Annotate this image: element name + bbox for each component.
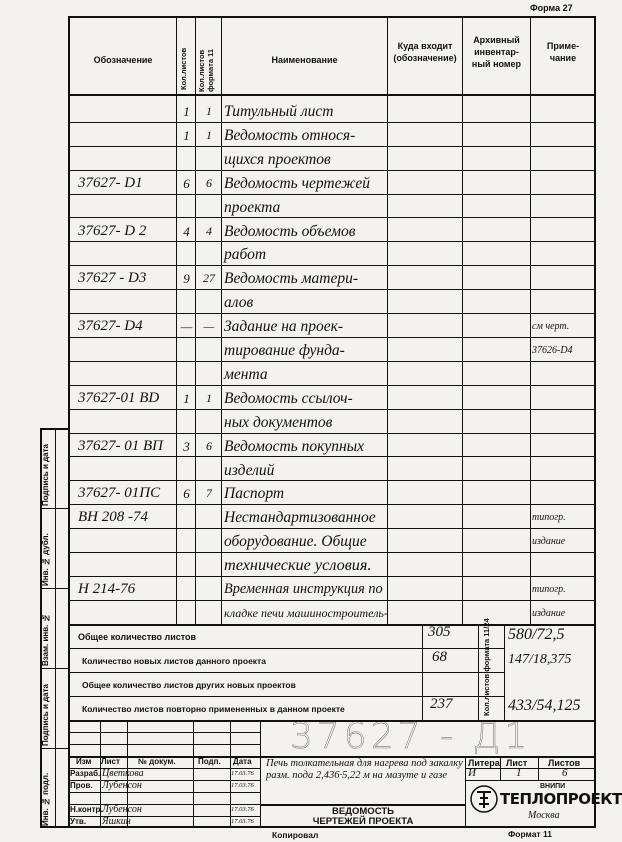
list-value: 1 [516,767,522,779]
row-sheets-format11 [196,600,222,624]
table-row [68,194,596,218]
row-sheets-count: 1 [183,390,190,406]
new-label: Количество новых листов данного проекта [82,656,266,666]
row-sheets-format11 [196,146,222,170]
new-f11: 147/18,375 [508,652,572,667]
role-label: Утв. [70,817,87,826]
copied-label: Копировал [272,830,319,840]
row-designation: 37627- D4 [78,318,143,335]
row-note [532,98,596,122]
role-label: Разраб. [70,769,101,778]
role-date: 17.03.76 [231,806,254,813]
table-row [68,146,596,170]
table-row [68,480,596,504]
row-name: Паспорт [224,485,285,503]
table-row [68,457,596,481]
row-designation [78,337,186,361]
row-sheets-format11: 1 [206,127,212,142]
row-name: Ведомость объемов [224,222,356,240]
row-sheets-count [177,504,196,528]
row-sheets-count [177,528,196,552]
row-sheets-format11: 7 [206,486,212,501]
row-sheets-format11 [196,552,222,576]
role-name: Цветкова [102,768,144,779]
row-sheets-count [177,194,196,218]
row-sheets-count [177,576,196,600]
row-note: типогр. [532,512,566,524]
row-sheets-count [177,361,196,385]
row-name: ных документов [224,413,333,431]
table-row [68,361,596,385]
table-row [68,337,596,361]
new-value: 68 [432,649,447,665]
row-note [532,552,596,576]
row-note [532,146,596,170]
doc-code: 37627 - Д1 [290,716,532,757]
row-designation [78,528,186,552]
table-row [68,600,596,624]
table-row [68,122,596,146]
header-designation: Обозначение [93,55,153,65]
row-note [532,170,596,194]
row-name: проекта [224,198,281,216]
row-sheets-format11 [196,576,222,600]
role-name: Лубенсон [102,780,142,791]
table-row [68,409,596,433]
row-name: мента [224,365,268,383]
table-row [68,504,596,528]
row-designation [78,289,186,313]
col-izm: Изм [76,757,92,766]
row-designation [78,241,186,265]
row-sheets-format11 [196,289,222,313]
row-designation [78,552,186,576]
row-note [532,289,596,313]
row-sheets-count: 4 [183,223,190,239]
role-label: Пров. [70,781,93,790]
side-label-inv-dubl: Инв. № дубл. [41,533,50,586]
row-note: типогр. [532,584,566,595]
format-label: Формат 11 [508,829,552,839]
row-designation [78,98,186,122]
header-name: Наименование [271,55,338,65]
table-row [68,385,596,409]
table-row [68,576,596,600]
row-note: издание [532,536,566,548]
header-belongs: Куда входит (обозначение) [393,41,457,63]
litera-value: И [468,767,476,779]
list-label: Лист [506,758,528,768]
row-sheets-format11 [196,194,222,218]
row-designation: 37627- D1 [78,174,143,191]
row-designation [78,146,186,170]
org-small: ВНИПИ [540,783,566,790]
row-designation [78,361,186,385]
row-designation [78,409,186,433]
role-label: Н.контр. [70,805,103,814]
row-sheets-format11 [196,361,222,385]
table-row [68,552,596,576]
row-designation [78,457,186,481]
row-name: Задание на проек- [224,318,344,336]
row-designation: Н 214-76 [78,581,136,597]
row-sheets-format11: 27 [203,271,215,286]
row-sheets-count: 3 [183,438,190,454]
row-name: работ [224,246,267,264]
table-row [68,170,596,194]
row-note [532,265,596,289]
row-sheets-format11 [196,241,222,265]
row-sheets-count: 6 [183,486,190,502]
row-note: издание [532,607,566,619]
row-name: Временная инструкция по [224,581,383,597]
litera-label: Литера [468,758,500,768]
lists-label: Листов [548,758,581,768]
role-date: 17.03.76 [231,818,254,825]
header-sheets-format11: Кол.листов формата 11 [197,48,215,92]
row-name: изделий [224,461,275,479]
row-note: 37626-D4 [532,345,573,356]
row-sheets-count [177,289,196,313]
row-note [532,409,596,433]
reused-label: Количество листов повторно примененных в данном проекте [82,704,345,714]
row-sheets-count: 6 [183,175,190,191]
row-name: оборудование. Общие [224,533,367,551]
row-note [532,218,596,242]
row-sheets-count [177,409,196,433]
role-date: 17.03.76 [231,782,254,789]
table-row [68,241,596,265]
row-name: технические условия. [224,556,372,575]
row-sheets-count: 1 [183,127,190,143]
row-name: Нестандартизованное [224,509,376,527]
row-sheets-count: — [180,319,193,335]
row-designation: 37627- 01 BП [78,437,163,454]
row-designation: 37627-01 BD [78,389,160,406]
row-designation: 37627- D 2 [78,222,147,239]
row-sheets-count [177,457,196,481]
row-note [532,385,596,409]
f11-vertical-label: Кол.листов формата 11/24 [482,618,491,716]
header-archive: Архивный инвентар- ный номер [471,35,522,69]
row-note [532,194,596,218]
row-note [532,480,596,504]
row-sheets-count [177,552,196,576]
row-sheets-count [177,146,196,170]
row-note [532,122,596,146]
row-name: Титульный лист [224,103,334,120]
table-row [68,433,596,457]
row-sheets-format11: 6 [206,438,212,453]
reused-value: 237 [430,696,453,712]
row-sheets-format11 [196,504,222,528]
row-sheets-format11: 4 [206,223,212,238]
row-note [532,241,596,265]
row-name: алов [224,294,254,312]
header-note: Приме- чание [546,41,580,63]
row-sheets-format11: 1 [206,104,212,118]
total-f11: 580/72,5 [508,626,565,643]
role-date: 17.03.76 [231,770,254,777]
row-name: Ведомость относя- [224,126,356,144]
row-name: Ведомость покупных [224,437,365,455]
row-note [532,361,596,385]
row-note: см черт. [532,321,570,333]
other-label: Общее количество листов других новых проектов [82,680,296,690]
side-label-vzam: Взам. инв. № [41,613,50,666]
row-sheets-format11 [196,528,222,552]
header-sheets-count: Кол.листов [179,47,188,90]
row-sheets-format11: 6 [206,175,212,190]
row-sheets-count [177,241,196,265]
sheet-title: ВЕДОМОСТЬ ЧЕРТЕЖЕЙ ПРОЕКТА [312,806,414,827]
city: Москва [528,810,560,821]
row-sheets-format11: — [203,319,215,334]
row-note [532,457,596,481]
total-label: Общее количество листов [78,632,197,642]
row-designation: 37627 - D3 [78,270,147,287]
row-name: кладке печи машиностроитель- [224,605,388,620]
project-description: Печь толкательная для нагрева под закалку разм. пода 2,436·5,22 м на мазуте и газе [266,758,463,781]
row-name: щихся проектов [224,150,331,168]
row-name: Ведомость ссылоч- [224,389,353,407]
reused-f11: 433/54,125 [508,697,581,714]
col-podp: Подп. [198,757,221,766]
table-row [68,218,596,242]
side-label-inv-podl: Инв. № подл. [41,772,50,826]
row-sheets-format11 [196,409,222,433]
row-sheets-format11: 1 [206,390,212,405]
total-value: 305 [428,624,451,640]
row-sheets-count [177,600,196,624]
side-label-podpis-2: Подпись и дата [41,444,50,506]
row-note [532,433,596,457]
row-sheets-count [177,337,196,361]
form-label: Форма 27 [530,3,573,13]
table-row [68,313,596,337]
org-name: ТЕПЛОПРОЕКТ [500,790,622,808]
lists-value: 6 [562,767,568,779]
col-doc: № докум. [138,757,176,766]
row-sheets-count: 9 [183,271,190,287]
role-name: Лубенсон [102,804,142,815]
row-designation [78,122,186,146]
row-designation: 37627- 01ПС [78,485,161,502]
table-row [68,528,596,552]
row-name: тирование фунда- [224,342,345,359]
table-row [68,289,596,313]
col-date: Дата [233,757,252,766]
row-designation: ВН 208 -74 [78,509,148,526]
table-row [68,265,596,289]
row-name: Ведомость чертежей [224,174,370,192]
row-name: Ведомость матери- [224,270,358,288]
row-designation [78,600,186,624]
table-row [68,98,596,122]
role-name: Яшкин [102,816,131,827]
row-designation [78,194,186,218]
row-sheets-format11 [196,337,222,361]
col-list: Лист [101,757,120,766]
row-sheets-format11 [196,457,222,481]
row-sheets-count: 1 [183,104,190,119]
side-label-podpis-1: Подпись и дата [41,684,50,746]
teploproekt-logo [469,784,499,814]
